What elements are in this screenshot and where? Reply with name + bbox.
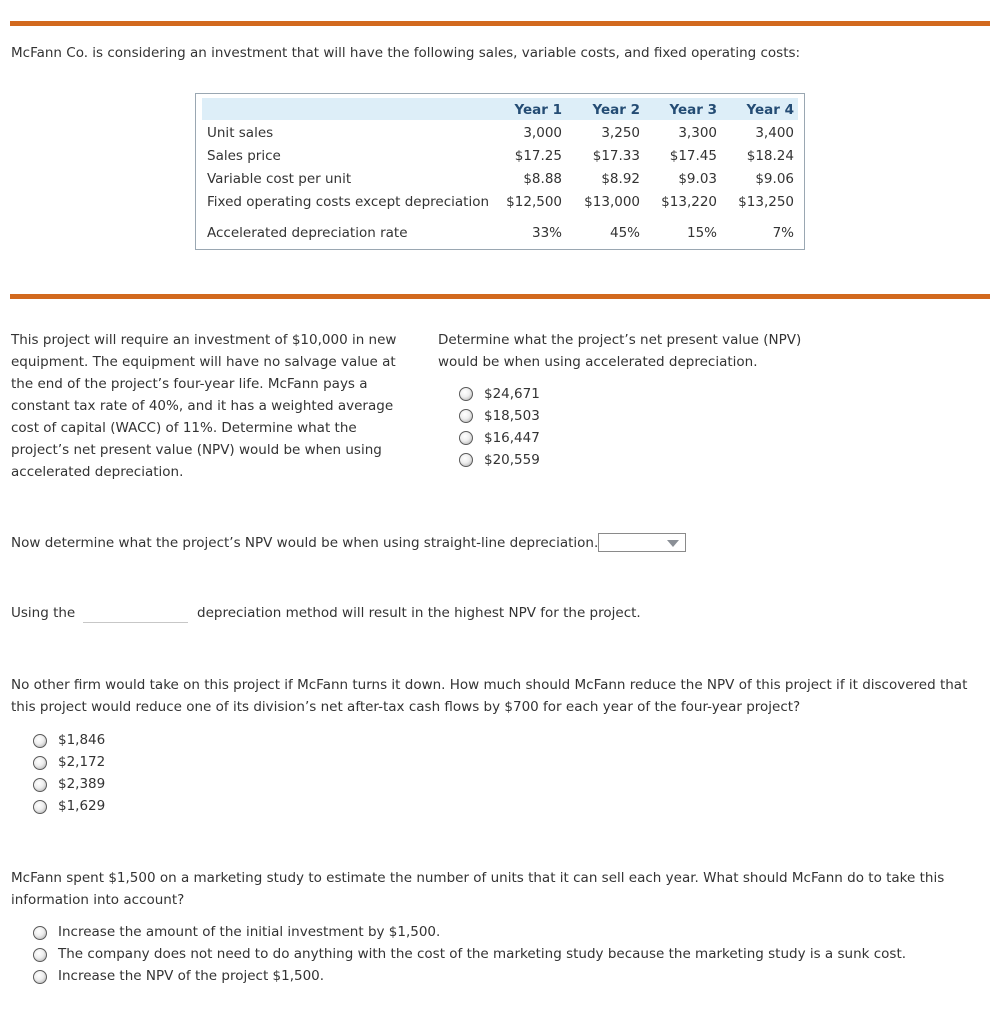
- question-line: this project would reduce one of its division’s net after-tax cash flows by $700 for each year of the four-year project?: [11, 699, 801, 715]
- table-cell: 3,000: [523, 125, 562, 141]
- table-cell: $12,500: [506, 194, 562, 210]
- row-label-sales-price: Sales price: [207, 148, 281, 164]
- data-table: [195, 93, 805, 250]
- table-cell: $13,250: [738, 194, 794, 210]
- header-year-2: Year 2: [592, 102, 640, 118]
- question-line: No other firm would take on this project if McFann turns it down. How much should McFann reduce the NPV of this project if it discovered that: [11, 677, 968, 693]
- q5-option-2-label[interactable]: The company does not need to do anything with the cost of the marketing study because the marketing study is a sunk cost.: [58, 946, 907, 962]
- q2-question: Now determine what the project’s NPV would be when using straight-line depreciation.: [11, 535, 599, 551]
- header-year-1: Year 1: [514, 102, 562, 118]
- table-cell: 33%: [531, 225, 562, 241]
- table-cell: $17.45: [669, 148, 717, 164]
- question-line: would be when using accelerated depreciation.: [438, 354, 758, 370]
- table-cell: $13,000: [584, 194, 640, 210]
- q1-option-4-radio[interactable]: [459, 453, 473, 467]
- q3-suffix: depreciation method will result in the highest NPV for the project.: [197, 605, 641, 621]
- q1-question: [438, 329, 801, 373]
- table-cell: 3,250: [601, 125, 640, 141]
- question-line: Determine what the project’s net present value (NPV): [438, 332, 802, 348]
- header-year-4: Year 4: [746, 102, 794, 118]
- paragraph-line: accelerated depreciation.: [11, 464, 184, 480]
- table-cell: $17.25: [514, 148, 562, 164]
- q4-option-1-radio[interactable]: [33, 734, 47, 748]
- header-year-3: Year 3: [669, 102, 717, 118]
- q4-option-2-label[interactable]: $2,172: [58, 754, 106, 770]
- row-label-unit-sales: Unit sales: [207, 125, 274, 141]
- q4-option-3-label[interactable]: $2,389: [58, 776, 106, 792]
- table-cell: 7%: [772, 225, 794, 241]
- table-cell: $18.24: [746, 148, 794, 164]
- q4-question: [11, 674, 967, 718]
- q1-option-2-radio[interactable]: [459, 409, 473, 423]
- table-cell: $8.92: [601, 171, 640, 187]
- paragraph-line: cost of capital (WACC) of 11%. Determine what the: [11, 420, 357, 436]
- depreciation-method-blank[interactable]: [83, 622, 188, 623]
- paragraph-line: project’s net present value (NPV) would be when using: [11, 442, 382, 458]
- table-cell: $8.88: [523, 171, 562, 187]
- q1-option-2-label[interactable]: $18,503: [484, 408, 540, 424]
- q1-option-1-label[interactable]: $24,671: [484, 386, 540, 402]
- q4-option-1-label[interactable]: $1,846: [58, 732, 106, 748]
- q4-option-3-radio[interactable]: [33, 778, 47, 792]
- q1-option-3-radio[interactable]: [459, 431, 473, 445]
- q5-option-2-radio[interactable]: [33, 948, 47, 962]
- q5-option-3-radio[interactable]: [33, 970, 47, 984]
- table-cell: 3,300: [678, 125, 717, 141]
- row-label-fixed-costs: Fixed operating costs except depreciation: [207, 194, 490, 210]
- q4-option-2-radio[interactable]: [33, 756, 47, 770]
- table-cell: $13,220: [661, 194, 717, 210]
- question-line: information into account?: [11, 892, 185, 908]
- table-cell: 15%: [686, 225, 717, 241]
- row-label-variable-cost: Variable cost per unit: [207, 171, 352, 187]
- table-cell: 3,400: [755, 125, 794, 141]
- q1-context-paragraph: [11, 329, 396, 483]
- q5-option-1-label[interactable]: Increase the amount of the initial investment by $1,500.: [58, 924, 441, 940]
- q4-option-4-radio[interactable]: [33, 800, 47, 814]
- q5-question: [11, 867, 944, 911]
- paragraph-line: the end of the project’s four-year life. McFann pays a: [11, 376, 368, 392]
- paragraph-line: equipment. The equipment will have no salvage value at: [11, 354, 396, 370]
- paragraph-line: constant tax rate of 40%, and it has a weighted average: [11, 398, 394, 414]
- table-cell: $17.33: [592, 148, 640, 164]
- q1-option-3-label[interactable]: $16,447: [484, 430, 540, 446]
- q1-option-4-label[interactable]: $20,559: [484, 452, 540, 468]
- q3-prefix: Using the: [11, 605, 76, 621]
- q5-option-1-radio[interactable]: [33, 926, 47, 940]
- q1-option-1-radio[interactable]: [459, 387, 473, 401]
- q4-option-4-label[interactable]: $1,629: [58, 798, 106, 814]
- q5-option-3-label[interactable]: Increase the NPV of the project $1,500.: [58, 968, 325, 984]
- straight-line-npv-dropdown[interactable]: [598, 533, 686, 552]
- table-cell: $9.06: [755, 171, 794, 187]
- table-cell: $9.03: [678, 171, 717, 187]
- question-line: McFann spent $1,500 on a marketing study to estimate the number of units that it can sell each year. What should McFann do to take this: [11, 870, 945, 886]
- chevron-down-icon[interactable]: [667, 540, 679, 547]
- section-divider: [10, 294, 990, 299]
- table-cell: 45%: [609, 225, 640, 241]
- paragraph-line: This project will require an investment of $10,000 in new: [11, 332, 397, 348]
- top-divider: [10, 21, 990, 26]
- intro-text: McFann Co. is considering an investment that will have the following sales, variable costs, and fixed operating costs:: [11, 45, 801, 61]
- row-label-depreciation-rate: Accelerated depreciation rate: [207, 225, 408, 241]
